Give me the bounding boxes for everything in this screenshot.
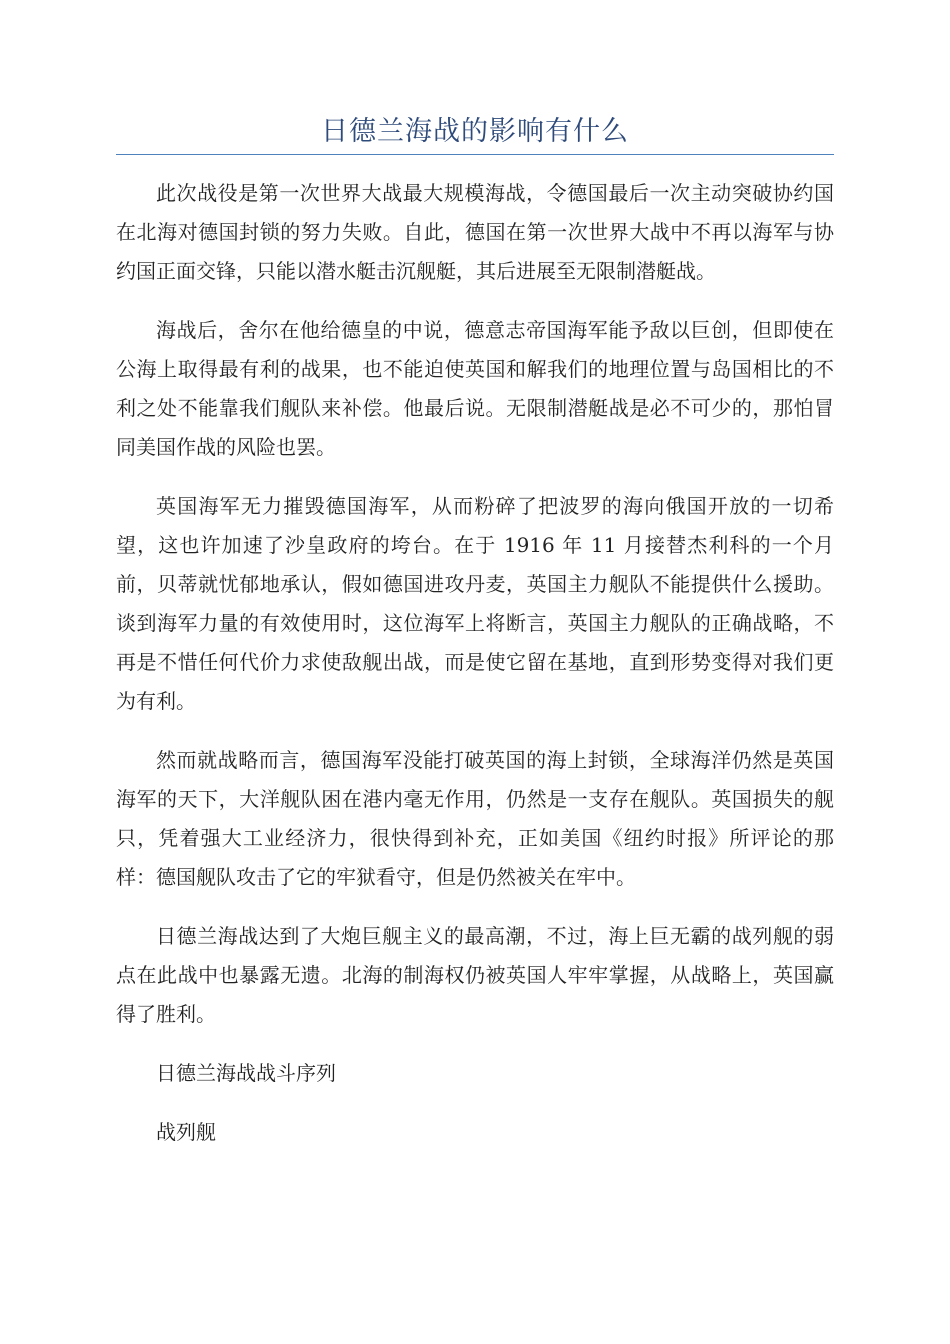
document-title: 日德兰海战的影响有什么 [321, 116, 629, 147]
document-body [116, 174, 834, 1172]
paragraph: 日德兰海战达到了大炮巨舰主义的最高潮，不过，海上巨无霸的战列舰的弱点在此战中也暴露无遗。北海的制海权仍被英国人牢牢掌握，从战略上，英国赢得了胜利。 [116, 924, 834, 1026]
section-heading-battleships: 战列舰 [156, 1120, 216, 1144]
paragraph: 海战后，舍尔在他给德皇的中说，德意志帝国海军能予敌以巨创，但即使在公海上取得最有利的战果，也不能迫使英国和解我们的地理位置与岛国相比的不利之处不能靠我们舰队来补偿。他最后说。无限制潜艇战是必不可少的，那怕冒同美国作战的风险也罢。 [116, 318, 834, 459]
paragraph: 英国海军无力摧毁德国海军，从而粉碎了把波罗的海向俄国开放的一切希望，这也许加速了沙皇政府的垮台。在于 1916 年 11 月接替杰利科的一个月前，贝蒂就忧郁地承认，假如德国进攻丹麦，英国主力舰队不能提供什么援助。谈到海军力量的有效使用时，这位海军上将断言，英国主力舰队的正确战略，不再是不惜任何代价力求使敌舰出战，而是使它留在基地，直到形势变得对我们更为有利。 [116, 494, 834, 713]
paragraph: 此次战役是第一次世界大战最大规模海战，令德国最后一次主动突破协约国在北海对德国封锁的努力失败。自此，德国在第一次世界大战中不再以海军与协约国正面交锋，只能以潜水艇击沉舰艇，其后进展至无限制潜艇战。 [116, 181, 834, 283]
section-heading-order-of-battle: 日德兰海战战斗序列 [156, 1061, 336, 1085]
paragraph: 然而就战略而言，德国海军没能打破英国的海上封锁，全球海洋仍然是英国海军的天下，大洋舰队困在港内毫无作用，仍然是一支存在舰队。英国损失的舰只，凭着强大工业经济力，很快得到补充，正如美国《纽约时报》所评论的那样：德国舰队攻击了它的牢狱看守，但是仍然被关在牢中。 [116, 748, 834, 889]
title-underline [116, 154, 834, 155]
